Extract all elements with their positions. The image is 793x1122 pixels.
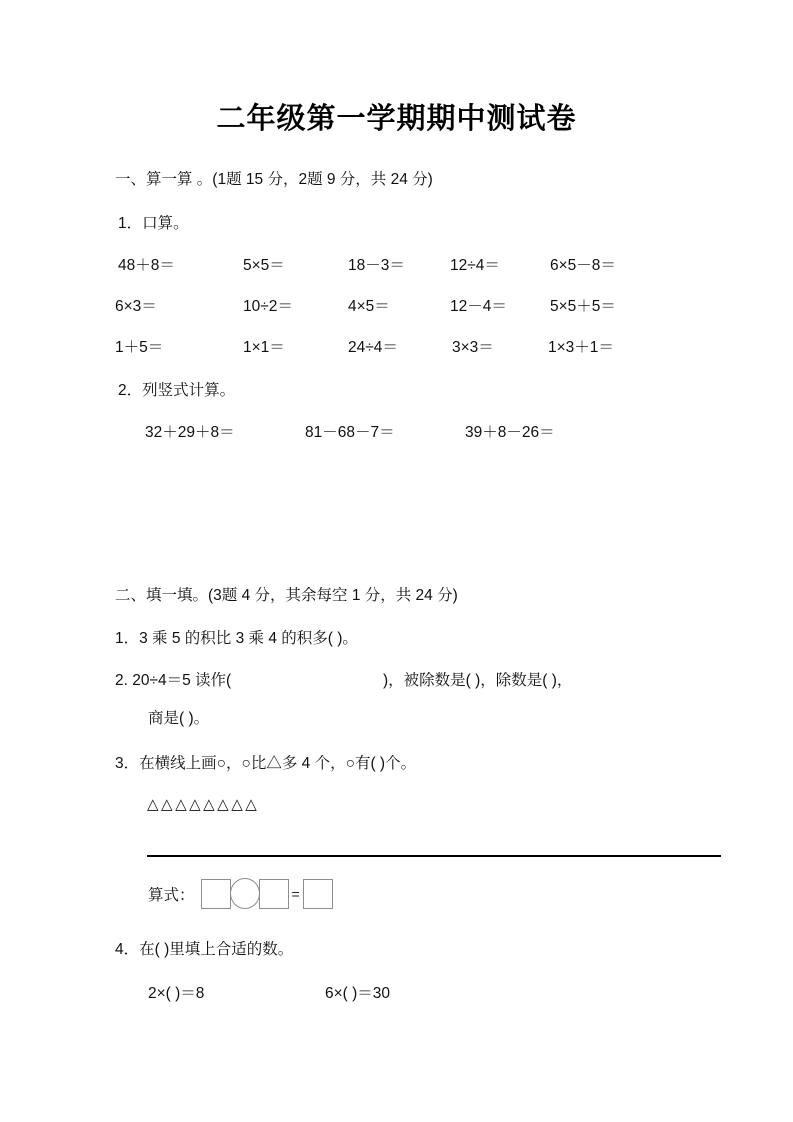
formula-operand-box-2[interactable] — [259, 879, 289, 909]
section-2-question-3: 3．在横线上画○，○比△多 4 个，○有( )个。 — [115, 755, 417, 772]
page-title: 二年级第一学期期中测试卷 — [216, 103, 577, 135]
answer-rule-line — [147, 855, 721, 857]
formula-answer-row — [148, 878, 333, 909]
oral-calc-item: 10÷2＝ — [243, 298, 293, 315]
section-1-heading: 一、算一算 。(1题 15 分，2题 9 分，共 24 分) — [115, 171, 433, 188]
section-1-question-1-label: 1．口算。 — [118, 215, 189, 232]
section-2-question-2-part-b: )，被除数是( )，除数是( )， — [383, 672, 573, 689]
fill-blank-item: 2×( )＝8 — [148, 985, 205, 1002]
oral-calc-item: 48＋8＝ — [118, 257, 175, 274]
formula-equals-sign: = — [291, 885, 300, 902]
oral-calc-row-3 — [0, 335, 793, 357]
oral-calc-item: 4×5＝ — [348, 298, 390, 315]
formula-operator-circle[interactable] — [230, 878, 260, 909]
oral-calc-item: 18－3＝ — [348, 257, 405, 274]
formula-operand-box-1[interactable] — [201, 879, 231, 909]
vertical-calc-item: 81－68－7＝ — [305, 424, 395, 441]
formula-result-box[interactable] — [303, 879, 333, 909]
oral-calc-item: 1＋5＝ — [115, 339, 164, 356]
section-2-question-4: 4．在( )里填上合适的数。 — [115, 941, 294, 958]
oral-calc-item: 24÷4＝ — [348, 339, 398, 356]
oral-calc-row-2 — [0, 294, 793, 316]
section-2-question-2-line-2: 商是( )。 — [148, 710, 210, 727]
fill-blank-item: 6×( )＝30 — [325, 985, 391, 1002]
vertical-calc-item: 32＋29＋8＝ — [145, 424, 235, 441]
vertical-calc-row — [0, 420, 793, 442]
oral-calc-item: 6×5－8＝ — [550, 257, 616, 274]
oral-calc-item: 12÷4＝ — [450, 257, 500, 274]
oral-calc-item: 6×3＝ — [115, 298, 157, 315]
oral-calc-item: 5×5＝ — [243, 257, 285, 274]
section-2-question-1: 1．3 乘 5 的积比 3 乘 4 的积多( )。 — [115, 630, 358, 647]
oral-calc-item: 1×1＝ — [243, 339, 285, 356]
formula-label: 算式： — [148, 886, 195, 904]
oral-calc-row-1 — [0, 253, 793, 275]
oral-calc-item: 3×3＝ — [452, 339, 494, 356]
section-2-question-2-part-a: 2. 20÷4＝5 读作( — [115, 672, 232, 689]
oral-calc-item: 1×3＋1＝ — [548, 339, 614, 356]
vertical-calc-item: 39＋8－26＝ — [465, 424, 555, 441]
section-1-question-2-label: 2．列竖式计算。 — [118, 382, 236, 399]
fill-blank-row — [0, 981, 793, 1003]
triangle-row: △△△△△△△△ — [147, 796, 260, 813]
oral-calc-item: 5×5＋5＝ — [550, 298, 616, 315]
oral-calc-item: 12－4＝ — [450, 298, 507, 315]
section-2-heading: 二、填一填。(3题 4 分，其余每空 1 分，共 24 分) — [115, 587, 458, 604]
